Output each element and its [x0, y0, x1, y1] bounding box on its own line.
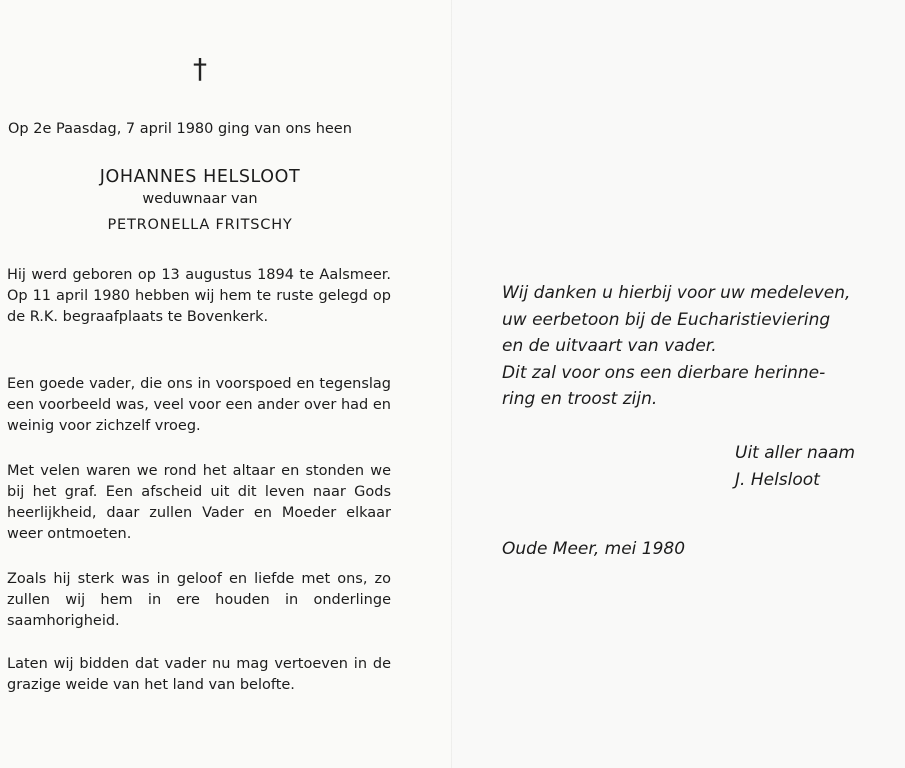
thanks-message [502, 280, 892, 413]
cross-icon: † [193, 52, 207, 85]
closing-phrase: Uit aller naam [735, 443, 856, 463]
paragraph-birth-burial: Hij werd geboren op 13 augustus 1894 te Aalsmeer. Op 11 april 1980 hebben wij hem te ruste gelegd op de R.K. begraafplaats te Bovenkerk. [7, 267, 391, 325]
opening-line: Op 2e Paasdag, 7 april 1980 ging van ons heen [8, 121, 352, 137]
left-page [0, 0, 452, 768]
paragraph-character: Een goede vader, die ons in voorspoed en tegenslag een voorbeeld was, veel voor een ander over had en weinig voor zichzelf vroeg. [7, 376, 391, 434]
widower-of-label: weduwnaar van [142, 191, 258, 207]
thanks-line: en de uitvaart van vader. [502, 336, 717, 356]
thanks-line: Wij danken u hierbij voor uw medeleven, [502, 283, 851, 303]
paragraph-prayer: Laten wij bidden dat vader nu mag vertoeven in de grazige weide van het land van belofte. [7, 656, 391, 693]
signature: J. Helsloot [735, 470, 820, 490]
spouse-name: PETRONELLA FRITSCHY [107, 217, 293, 233]
thanks-line: ring en troost zijn. [502, 389, 658, 409]
place-date: Oude Meer, mei 1980 [502, 539, 686, 559]
thanks-line: Dit zal voor ons een dierbare herinne- [502, 362, 826, 383]
paragraph-farewell: Met velen waren we rond het altaar en stonden we bij het graf. Een afscheid uit dit leven naar Gods heerlijkheid, daar zullen Vader en Moeder elkaar weer ontmoeten. [7, 463, 391, 542]
paragraph-remembrance: Zoals hij sterk was in geloof en liefde met ons, zo zullen wij hem in ere houden in onderlinge saamhorigheid. [7, 571, 391, 629]
closing-block [735, 440, 895, 494]
thanks-line: uw eerbetoon bij de Eucharistieviering [502, 309, 831, 330]
deceased-name: JOHANNES HELSLOOT [99, 167, 301, 187]
